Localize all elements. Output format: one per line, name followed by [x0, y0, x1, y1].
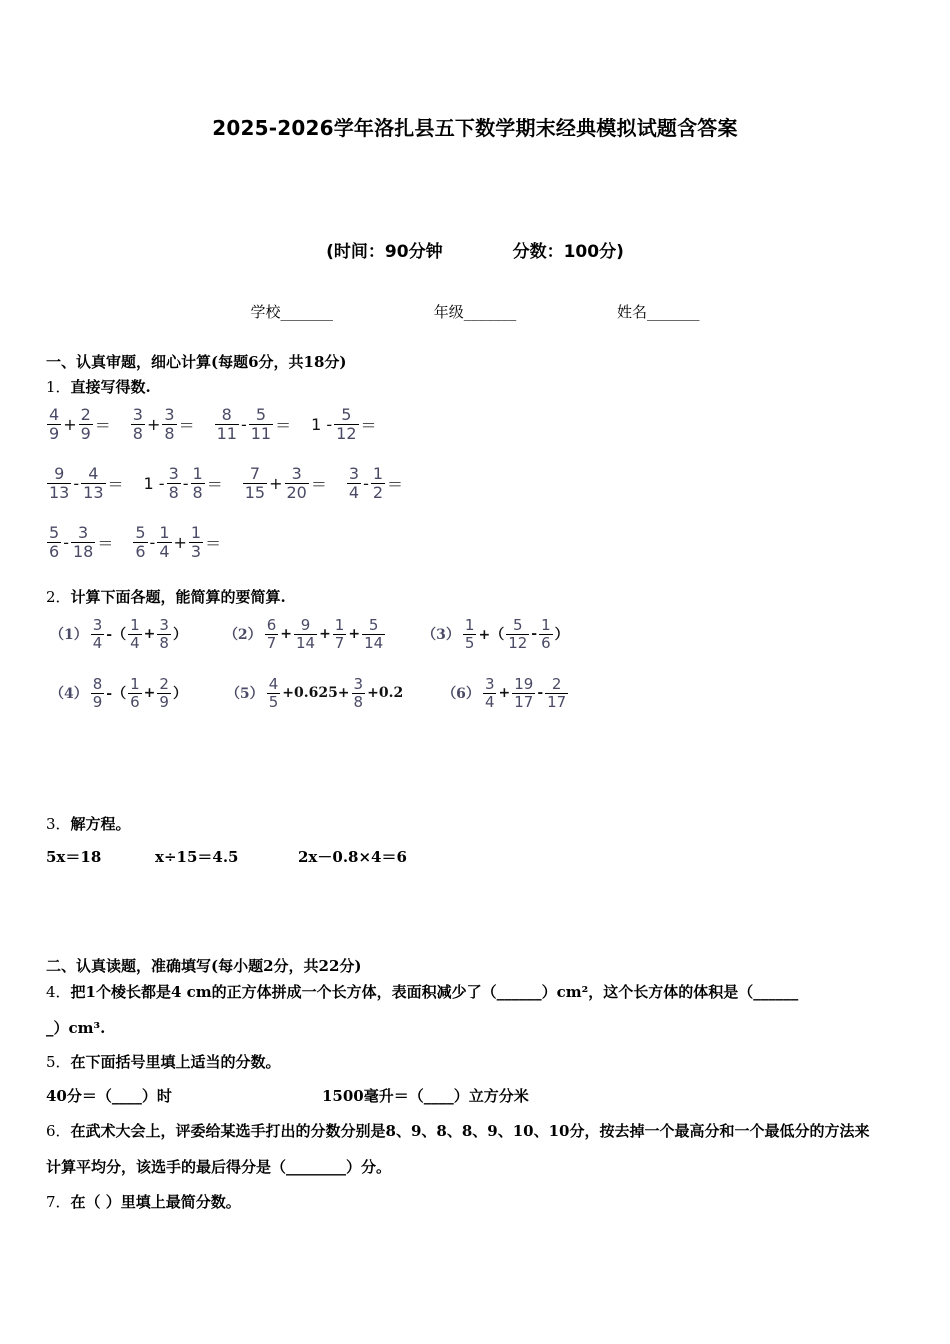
question-text: 在下面括号里填上适当的分数。	[70, 1053, 281, 1071]
denominator: 4	[484, 692, 495, 711]
question-number: 7．	[46, 1193, 71, 1211]
fraction	[79, 406, 93, 442]
operator: +	[269, 473, 283, 493]
numerator: 1	[372, 464, 384, 483]
denominator: 3	[190, 541, 202, 561]
operator: +	[348, 626, 361, 642]
fraction	[463, 617, 477, 651]
q1-row-1	[46, 406, 378, 442]
exam-meta	[0, 237, 950, 262]
expression	[224, 617, 386, 651]
numerator: 2	[80, 405, 91, 424]
expression	[46, 524, 114, 560]
total-score: 分数：100分)	[512, 242, 624, 262]
fraction	[81, 465, 105, 501]
fraction	[294, 617, 317, 651]
fraction	[157, 617, 171, 651]
numerator: 5	[341, 405, 352, 424]
operator: ＝	[310, 474, 327, 494]
student-info	[0, 301, 950, 322]
question-text: 计算下面各题，能简算的要简算.	[70, 588, 286, 606]
q2-row-2	[50, 676, 569, 710]
item-label: （5）	[225, 686, 264, 702]
expression	[422, 617, 569, 651]
fraction	[133, 524, 147, 560]
q1-row-2	[46, 465, 404, 501]
operator: -	[73, 473, 80, 493]
question-number: 4．	[46, 983, 71, 1001]
fraction	[157, 524, 171, 560]
question-number: 1．	[46, 378, 71, 396]
operator: +	[63, 414, 77, 434]
page-title: 2025-2026学年洛扎县五下数学期末经典模拟试题含答案	[212, 116, 738, 140]
operator: +	[143, 626, 156, 642]
denominator: 14	[364, 633, 384, 652]
operator: ＝	[387, 474, 404, 494]
question-text: 在武术大会上，评委给某选手打出的分数分别是8、9、8、8、9、10、10分，按去掉一个最高分和一个最低分的方法来	[70, 1122, 870, 1140]
numerator: 7	[249, 464, 260, 483]
denominator: 8	[353, 692, 364, 711]
q5-item-1: 40分＝（____）时	[46, 1087, 172, 1105]
fraction	[189, 524, 203, 560]
question-6	[46, 1120, 870, 1141]
operator: ）	[172, 686, 187, 702]
numerator: 5	[255, 405, 266, 424]
numerator: 3	[164, 405, 175, 424]
expression	[50, 676, 188, 710]
numerator: 6	[266, 616, 277, 634]
fraction	[191, 465, 205, 501]
expression	[143, 465, 224, 501]
fraction	[243, 465, 267, 501]
denominator: 5	[464, 633, 475, 652]
expression	[46, 465, 125, 501]
question-text: 把1个棱长都是4 cm的正方体拼成一个长方体，表面积减少了（______）cm²，这个长方体的体积是（______	[70, 983, 799, 1001]
numerator: 1	[130, 616, 140, 634]
denominator: 17	[547, 692, 567, 711]
numerator: 2	[159, 675, 169, 693]
denominator: 4	[92, 633, 103, 652]
numerator: 3	[132, 405, 143, 424]
operator: -	[531, 626, 538, 642]
item-label: （6）	[442, 686, 480, 702]
numerator: 8	[221, 405, 232, 424]
expression	[242, 465, 328, 501]
fraction	[91, 676, 105, 710]
numerator: 9	[300, 616, 311, 634]
fraction	[362, 617, 385, 651]
operator: +0.2	[367, 685, 404, 701]
numerator: 1	[541, 616, 551, 634]
school-field[interactable]: 学校_______	[250, 303, 333, 321]
denominator: 17	[514, 692, 534, 711]
operator: ＝	[360, 415, 377, 435]
fraction	[347, 465, 361, 501]
numerator: 1	[192, 464, 203, 483]
operator: +	[280, 626, 292, 642]
numerator: 3	[159, 616, 169, 634]
question-number: 6．	[46, 1122, 71, 1140]
numerator: 3	[168, 464, 179, 483]
denominator: 20	[286, 482, 307, 502]
fraction	[483, 676, 497, 710]
numerator: 3	[78, 523, 89, 542]
denominator: 14	[295, 633, 316, 652]
question-6-cont: 计算平均分，该选手的最后得分是（________）分。	[46, 1158, 392, 1176]
denominator: 6	[49, 541, 60, 561]
operator: ＝	[97, 533, 114, 553]
expression	[132, 524, 222, 560]
fraction	[265, 617, 279, 651]
question-text: 解方程。	[70, 815, 131, 833]
denominator: 8	[132, 423, 143, 443]
fraction	[162, 406, 176, 442]
denominator: 6	[130, 692, 140, 711]
numerator: 3	[353, 675, 364, 693]
question-text: 在（ ）里填上最简分数。	[70, 1193, 241, 1211]
question-3	[46, 813, 131, 834]
operator: +（	[478, 627, 505, 643]
equation-2: x÷15＝4.5	[155, 848, 239, 866]
fraction	[128, 617, 142, 651]
operator: +0.625+	[282, 685, 350, 701]
q1-row-3	[46, 524, 222, 560]
expression	[226, 676, 404, 710]
numerator: 5	[368, 616, 379, 634]
numerator: 3	[484, 675, 495, 693]
expression	[346, 465, 404, 501]
fraction	[167, 465, 181, 501]
fraction	[545, 676, 568, 710]
operator: -	[537, 685, 544, 701]
operator: ＝	[94, 415, 111, 435]
operator: ）	[554, 627, 569, 643]
equation-3: 2x－0.8×4＝6	[298, 848, 407, 866]
operator: +	[173, 532, 187, 552]
operator: 1 -	[311, 414, 333, 434]
fraction	[249, 406, 273, 442]
item-label: （3）	[422, 627, 460, 643]
fraction	[47, 524, 61, 560]
denominator: 4	[130, 633, 140, 652]
question-1	[46, 376, 151, 397]
expression	[130, 406, 196, 442]
fraction	[47, 465, 71, 501]
numerator: 5	[49, 523, 60, 542]
equation-1: 5x＝18	[46, 848, 102, 866]
denominator: 12	[508, 633, 528, 652]
numerator: 5	[512, 616, 523, 634]
fraction	[128, 676, 142, 710]
operator: ＝	[205, 533, 222, 553]
operator: -（	[106, 627, 127, 643]
denominator: 9	[80, 423, 91, 443]
question-text: 直接写得数.	[70, 378, 151, 396]
fraction	[352, 676, 366, 710]
numerator: 1	[190, 523, 202, 542]
operator: -	[363, 473, 369, 493]
denominator: 15	[244, 482, 266, 502]
denominator: 6	[135, 541, 146, 561]
denominator: 7	[266, 633, 277, 652]
numerator: 9	[54, 464, 65, 483]
fraction	[91, 617, 105, 651]
operator: ）	[172, 627, 187, 643]
fraction	[215, 406, 239, 442]
operator: +	[319, 626, 331, 642]
question-7	[46, 1191, 241, 1212]
section-2-heading: 二、认真读题，准确填写(每小题2分，共22分)	[46, 957, 362, 975]
question-number: 3．	[46, 815, 71, 833]
question-4-cont: _）cm³.	[46, 1019, 106, 1037]
expression	[442, 676, 569, 710]
operator: ＝	[178, 415, 195, 435]
fraction	[47, 406, 61, 442]
denominator: 9	[49, 423, 60, 443]
question-5	[46, 1051, 281, 1072]
denominator: 6	[541, 633, 551, 652]
operator: ＝	[206, 474, 223, 494]
operator: +	[146, 414, 161, 434]
question-4	[46, 981, 798, 1002]
operator: -（	[106, 686, 127, 702]
item-label: （4）	[50, 686, 88, 702]
operator: +	[143, 685, 156, 701]
numerator: 4	[49, 405, 60, 424]
item-label: （2）	[223, 627, 262, 643]
numerator: 1	[130, 675, 140, 693]
operator: -	[182, 473, 189, 493]
fraction	[157, 676, 171, 710]
numerator: 4	[88, 464, 99, 483]
operator: -	[149, 532, 156, 552]
operator: -	[240, 414, 247, 434]
time-limit: (时间：90分钟	[326, 242, 443, 262]
fraction	[285, 465, 309, 501]
numerator: 2	[551, 675, 562, 693]
q5-item-2: 1500毫升＝（____）立方分米	[322, 1087, 529, 1105]
numerator: 3	[348, 464, 360, 483]
denominator: 13	[49, 482, 70, 502]
expression	[46, 406, 112, 442]
numerator: 19	[514, 675, 534, 693]
grade-field[interactable]: 年级_______	[433, 303, 517, 321]
section-1-heading: 一、认真审题，细心计算(每题6分，共18分)	[46, 353, 347, 371]
item-label: （1）	[50, 627, 88, 643]
question-2	[46, 586, 286, 607]
denominator: 7	[334, 633, 345, 652]
numerator: 1	[334, 616, 345, 634]
numerator: 4	[268, 675, 279, 693]
fraction	[333, 617, 347, 651]
name-field[interactable]: 姓名_______	[617, 303, 700, 321]
expression	[50, 617, 188, 651]
denominator: 4	[348, 482, 360, 502]
operator: ＝	[275, 415, 292, 435]
fraction	[371, 465, 385, 501]
numerator: 5	[135, 523, 146, 542]
fraction	[506, 617, 529, 651]
fraction	[334, 406, 358, 442]
numerator: 3	[92, 616, 103, 634]
operator: +	[498, 685, 511, 701]
denominator: 11	[216, 423, 237, 443]
fraction	[71, 524, 95, 560]
numerator: 1	[159, 523, 170, 542]
denominator: 13	[83, 482, 104, 502]
operator: 1 -	[143, 473, 165, 493]
operator: -	[63, 532, 69, 552]
denominator: 9	[92, 692, 103, 711]
q2-row-1	[50, 617, 570, 651]
question-number: 2．	[46, 588, 71, 606]
numerator: 1	[464, 616, 475, 634]
denominator: 8	[168, 482, 179, 502]
denominator: 8	[159, 633, 169, 652]
denominator: 5	[268, 692, 279, 711]
fraction	[131, 406, 145, 442]
denominator: 2	[372, 482, 384, 502]
denominator: 18	[72, 541, 94, 561]
numerator: 8	[92, 675, 103, 693]
denominator: 4	[159, 541, 170, 561]
denominator: 8	[164, 423, 175, 443]
expression	[214, 406, 293, 442]
denominator: 12	[336, 423, 357, 443]
denominator: 9	[159, 692, 169, 711]
question-number: 5．	[46, 1053, 71, 1071]
denominator: 11	[250, 423, 272, 443]
operator: ＝	[107, 474, 124, 494]
fraction	[539, 617, 553, 651]
fraction	[267, 676, 281, 710]
expression	[310, 406, 377, 442]
denominator: 8	[192, 482, 203, 502]
fraction	[512, 676, 535, 710]
numerator: 3	[291, 464, 302, 483]
